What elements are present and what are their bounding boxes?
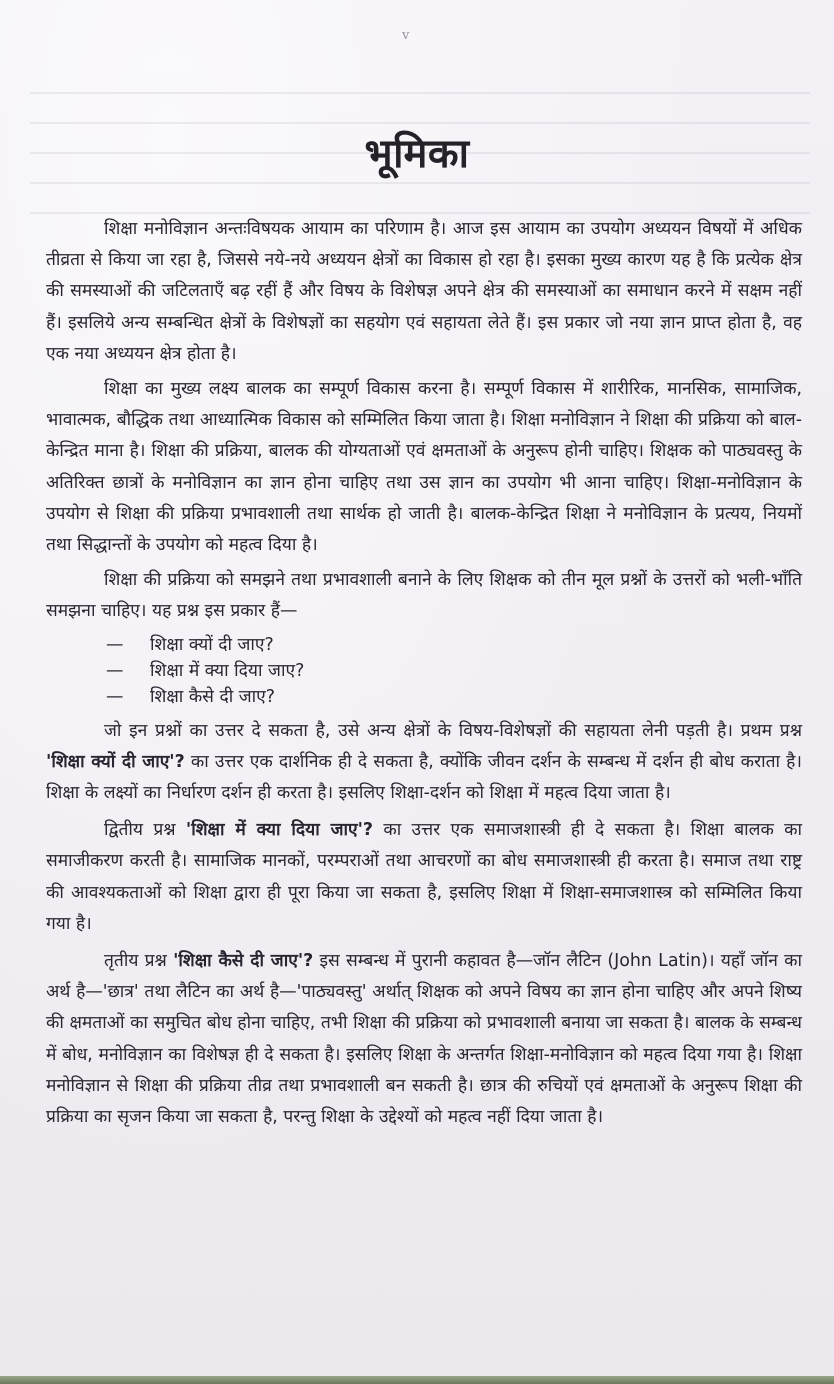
paragraph-4-text-b: का उत्तर एक दार्शनिक ही दे सकता है, क्योंकि जीवन दर्शन के सम्बन्ध में दर्शन ही बोध कराता है। शिक्षा के लक्ष्यों का निर्धारण दर्शन ही करता है। इसलिए शिक्षा-दर्शन को शिक्षा में महत्व दिया जाता है। bbox=[46, 751, 802, 804]
question-3: शिक्षा कैसे दी जाए? bbox=[150, 686, 275, 707]
paragraph-5-text-b: का उत्तर एक समाजशास्त्री ही दे सकता है। शिक्षा बालक का समाजीकरण करती है। सामाजिक मानकों, परम्पराओं तथा आचरणों का बोध समाजशास्त्री ही करता है। समाज तथा राष्ट्र की आवश्यकताओं को शिक्षा द्वारा ही पूरा किया जा सकता है, इसलिए शिक्षा में शिक्षा-समाजशास्त्र को सम्मिलित किया गया है। bbox=[46, 820, 803, 934]
question-2: शिक्षा में क्या दिया जाए? bbox=[150, 660, 305, 681]
list-item bbox=[46, 658, 802, 684]
paragraph-3: शिक्षा की प्रक्रिया को समझने तथा प्रभावशाली बनाने के लिए शिक्षक को तीन मूल प्रश्नों के उत्तरों को भली-भाँति समझना चाहिए। यह प्रश्न इस प्रकार हैं— bbox=[46, 570, 802, 622]
paragraph-6-bold: 'शिक्षा कैसे दी जाए'? bbox=[173, 951, 314, 972]
paragraph-5-text-a: द्वितीय प्रश्न bbox=[104, 820, 186, 841]
question-1: शिक्षा क्यों दी जाए? bbox=[150, 634, 274, 655]
paragraph-6-text-b: इस सम्बन्ध में पुरानी कहावत है—जॉन लैटिन (John Latin)। यहाँ जॉन का अर्थ है—'छात्र' तथा लैटिन का अर्थ है—'पाठ्यवस्तु' अर्थात् शिक्षक को अपने विषय का ज्ञान होना चाहिए और अपने शिष्य की क्षमताओं का समुचित बोध होना चाहिए, तभी शिक्षा की प्रक्रिया को प्रभावशाली बनाया जा सकता है। बालक के सम्बन्ध में बोध, मनोविज्ञान का विशेषज्ञ ही दे सकता है। इसलिए शिक्षा के अन्तर्गत शिक्षा-मनोविज्ञान को महत्व दिया गया है। शिक्षा मनोविज्ञान से शिक्षा की प्रक्रिया तीव्र तथा प्रभावशाली बन सकती है। छात्र की रुचियों एवं क्षमताओं के अनुरूप शिक्षा की प्रक्रिया का सृजन किया जा सकता है, परन्तु शिक्षा के उद्देश्यों को महत्व नहीं दिया जाता है। bbox=[46, 951, 802, 1128]
question-list bbox=[46, 632, 802, 710]
list-item bbox=[46, 684, 802, 710]
paragraph-1: शिक्षा मनोविज्ञान अन्तःविषयक आयाम का परिणाम है। आज इस आयाम का उपयोग अध्ययन विषयों में अधिक तीव्रता से किया जा रहा है, जिससे नये-नये अध्ययन क्षेत्रों का विकास हो रहा है। इसका मुख्य कारण यह है कि प्रत्येक क्षेत्र की समस्याओं की जटिलताएँ बढ़ रहीं हैं और विषय के विशेषज्ञ अपने क्षेत्र की समस्याओं का समाधान करने में सक्षम नहीं हैं। इसलिये अन्य सम्बन्धित क्षेत्रों के विशेषज्ञों का सहयोग एवं सहायता लेते हैं। इस प्रकार जो नया ज्ञान प्राप्त होता है, वह एक नया अध्ययन क्षेत्र होता है। bbox=[46, 219, 802, 364]
list-dash: — bbox=[106, 660, 124, 681]
list-dash: — bbox=[106, 686, 124, 707]
list-item bbox=[46, 632, 802, 658]
paragraph-4-text-a: जो इन प्रश्नों का उत्तर दे सकता है, उसे अन्य क्षेत्रों के विषय-विशेषज्ञों की सहायता लेनी पड़ती है। प्रथम प्रश्न bbox=[104, 720, 802, 741]
paragraph-6 bbox=[46, 946, 802, 1133]
page-folio: v bbox=[402, 28, 410, 43]
body-text bbox=[46, 214, 802, 1137]
list-dash: — bbox=[106, 634, 124, 655]
page-title: भूमिका bbox=[364, 131, 470, 177]
paragraph-4-bold: 'शिक्षा क्यों दी जाए'? bbox=[46, 751, 185, 772]
paragraph-4 bbox=[46, 716, 802, 810]
paragraph-5 bbox=[46, 815, 802, 940]
paragraph-5-bold: 'शिक्षा में क्या दिया जाए'? bbox=[185, 820, 374, 841]
paragraph-2: शिक्षा का मुख्य लक्ष्य बालक का सम्पूर्ण विकास करना है। सम्पूर्ण विकास में शारीरिक, मानसिक, सामाजिक, भावात्मक, बौद्धिक तथा आध्यात्मिक विकास को सम्मिलित किया जाता है। शिक्षा मनोविज्ञान ने शिक्षा की प्रक्रिया को बाल-केन्द्रित माना है। शिक्षा की प्रक्रिया, बालक की योग्यताओं एवं क्षमताओं के अनुरूप होनी चाहिए। शिक्षक को पाठ्यवस्तु के अतिरिक्त छात्रों के मनोविज्ञान का ज्ञान होना चाहिए तथा उस ज्ञान का उपयोग भी आना चाहिए। शिक्षा-मनोविज्ञान के उपयोग से शिक्षा की प्रक्रिया प्रभावशाली तथा सार्थक हो जाती है। बालक-केन्द्रित शिक्षा ने मनोविज्ञान के प्रत्यय, नियमों तथा सिद्धान्तों के उपयोग को महत्व दिया है। bbox=[46, 379, 802, 556]
paragraph-6-text-a: तृतीय प्रश्न bbox=[104, 951, 174, 972]
